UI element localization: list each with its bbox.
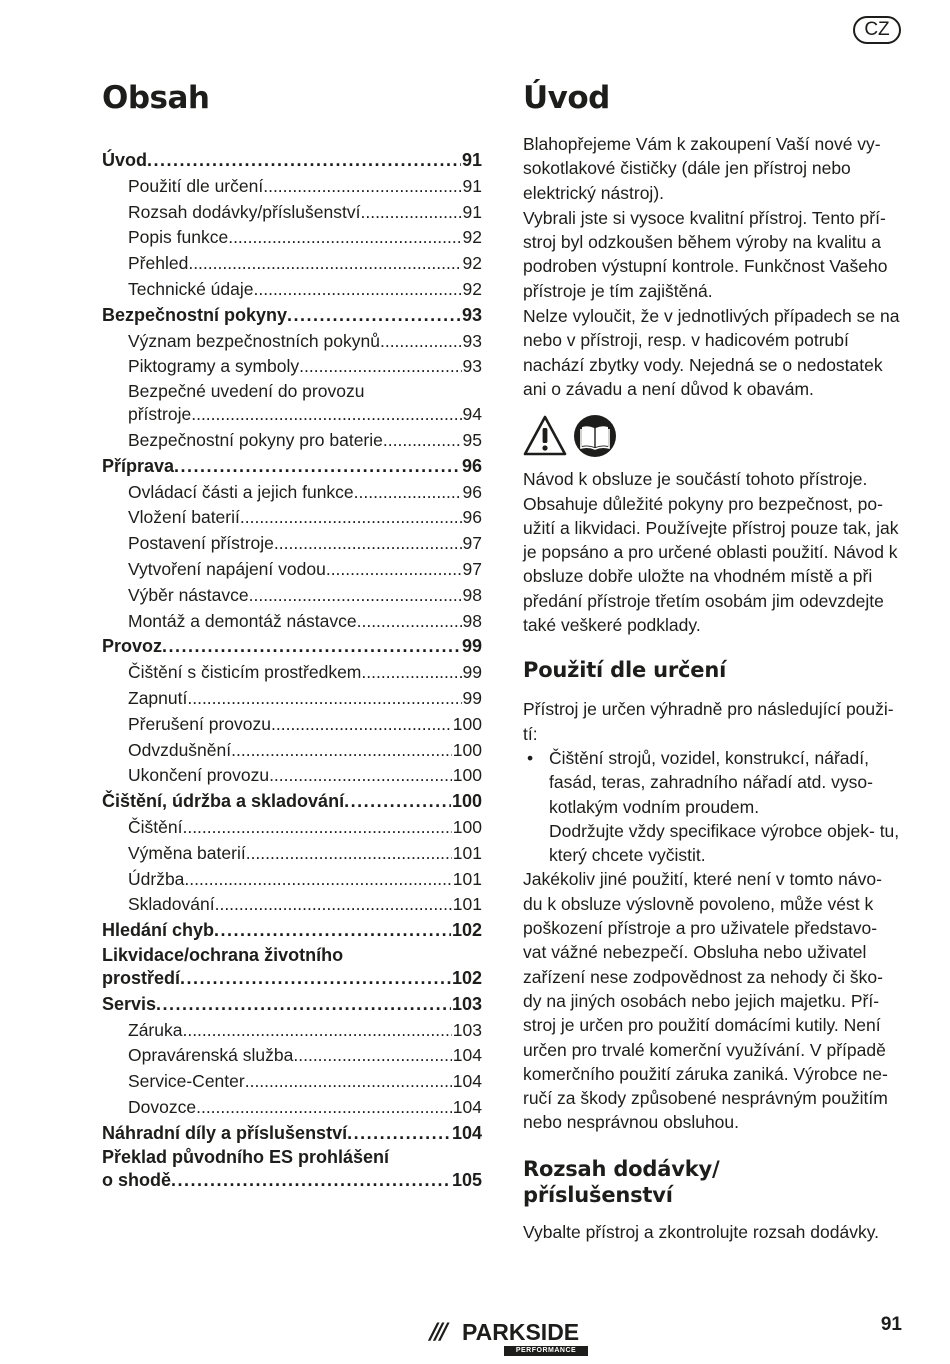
table-of-contents bbox=[102, 78, 482, 1194]
toc-section-entry bbox=[102, 918, 482, 944]
toc-entry-label: Příprava bbox=[102, 455, 175, 476]
parkside-logo bbox=[430, 1318, 590, 1358]
toc-entry-label: Odvzdušnění bbox=[128, 739, 232, 760]
toc-entry-label: Čištění, údržba a skladování bbox=[102, 791, 345, 812]
toc-entry-label-continued: prostředí bbox=[102, 967, 181, 988]
toc-subsection-entry bbox=[102, 200, 482, 226]
toc-entry-label: Výběr nástavce bbox=[128, 584, 249, 605]
toc-entry-label-continued: o shodě bbox=[102, 1170, 172, 1191]
toc-leader-dots bbox=[326, 557, 462, 583]
toc-page-number: 98 bbox=[462, 584, 482, 605]
toc-leader-dots bbox=[299, 354, 461, 380]
toc-leader-dots bbox=[293, 1043, 451, 1069]
toc-page-number: 93 bbox=[462, 356, 482, 377]
brand-subtitle: PERFORMANCE bbox=[504, 1346, 588, 1356]
toc-subsection-entry bbox=[102, 225, 482, 251]
toc-page-number: 92 bbox=[462, 278, 482, 299]
toc-leader-dots bbox=[380, 329, 462, 355]
toc-leader-dots bbox=[215, 892, 452, 918]
toc-leader-dots bbox=[347, 1121, 451, 1147]
toc-entry-label-continued: přístroje bbox=[128, 404, 192, 425]
toc-section-entry bbox=[102, 148, 482, 174]
toc-leader-dots bbox=[240, 505, 462, 531]
toc-leader-dots bbox=[246, 841, 452, 867]
bullet-marker: • bbox=[527, 747, 534, 768]
toc-page-number: 103 bbox=[452, 1019, 482, 1040]
toc-section-entry bbox=[102, 992, 482, 1018]
toc-entry-label: Montáž a demontáž nástavce bbox=[128, 610, 357, 631]
toc-subsection-entry bbox=[102, 329, 482, 355]
toc-entry-label: Dovozce bbox=[128, 1096, 197, 1117]
toc-leader-dots bbox=[187, 686, 461, 712]
toc-section-entry bbox=[102, 303, 482, 329]
toc-leader-dots bbox=[174, 454, 461, 480]
toc-section-entry bbox=[102, 1121, 482, 1147]
toc-page-number: 104 bbox=[452, 1045, 482, 1066]
toc-leader-dots bbox=[360, 200, 461, 226]
toc-entry-label: Přerušení provozu bbox=[128, 713, 271, 734]
toc-page-number: 91 bbox=[462, 175, 482, 196]
toc-entry-label: Bezpečné uvedení do provozu bbox=[128, 381, 365, 402]
toc-page-number: 102 bbox=[451, 920, 482, 941]
toc-page-number: 101 bbox=[452, 842, 482, 863]
toc-leader-dots bbox=[354, 480, 462, 506]
toc-page-number: 105 bbox=[451, 1170, 482, 1191]
toc-entry-label: Záruka bbox=[128, 1019, 183, 1040]
toc-page-number: 100 bbox=[452, 739, 482, 760]
toc-leader-dots bbox=[214, 918, 451, 944]
intro-paragraph-3: Nelze vyloučit, že v jednotlivých případech se na nebo v přístroji, resp. v hadicovém potrubí nachází zbytky vody. Nejedná se o nedostatek ani o závadu a není důvod k obavám. bbox=[523, 306, 900, 399]
toc-leader-dots bbox=[269, 763, 452, 789]
toc-subsection-entry bbox=[102, 1043, 482, 1069]
toc-entry-label: Ovládací části a jejich funkce bbox=[128, 481, 354, 502]
toc-subsection-entry bbox=[102, 380, 482, 428]
toc-entry-label: Úvod bbox=[102, 150, 147, 170]
intro-paragraph-4: Návod k obsluze je součástí tohoto přístroje. Obsahuje důležité pokyny pro bezpečnost, po- užití a likvidaci. Používejte přístroj pouze tak, jak je popsáno a pro určené oblasti použití. Návod k obsluze dobře uložte na vhodném místě a při předání přístroje třetím osobám jim odevzdejte také veškeré podklady. bbox=[523, 469, 899, 636]
toc-leader-dots bbox=[231, 738, 452, 764]
toc-subsection-entry bbox=[102, 583, 482, 609]
toc-entry-label: Service-Center bbox=[128, 1071, 245, 1092]
toc-entry-label: Bezpečnostní pokyny pro baterie bbox=[128, 429, 383, 450]
toc-leader-dots bbox=[191, 402, 461, 428]
language-badge: CZ bbox=[853, 16, 901, 44]
toc-leader-dots bbox=[182, 815, 451, 841]
toc-entry-label: Náhradní díly a příslušenství bbox=[102, 1122, 348, 1143]
toc-page-number: 102 bbox=[451, 967, 482, 988]
toc-subsection-entry bbox=[102, 892, 482, 918]
toc-subsection-entry bbox=[102, 660, 482, 686]
toc-subsection-entry bbox=[102, 531, 482, 557]
toc-leader-dots bbox=[184, 867, 451, 893]
page-number: 91 bbox=[880, 1314, 902, 1335]
toc-page-number: 103 bbox=[451, 993, 482, 1014]
toc-leader-dots bbox=[245, 1069, 452, 1095]
safety-icons bbox=[523, 413, 903, 459]
toc-leader-dots bbox=[383, 428, 462, 454]
brand-name: PARKSIDE bbox=[462, 1319, 580, 1345]
toc-leader-dots bbox=[357, 609, 462, 635]
toc-leader-dots bbox=[344, 789, 451, 815]
toc-leader-dots bbox=[147, 148, 461, 174]
toc-section-entry bbox=[102, 944, 482, 992]
toc-entry-label: Servis bbox=[102, 993, 157, 1014]
toc-entry-label: Technické údaje bbox=[128, 278, 254, 299]
toc-entry-label: Překlad původního ES prohlášení bbox=[102, 1147, 390, 1168]
intended-use-bullet bbox=[523, 746, 903, 867]
toc-entry-label: Opravárenská služba bbox=[128, 1045, 294, 1066]
toc-title: Obsah bbox=[102, 80, 210, 116]
scope-title bbox=[523, 1156, 903, 1208]
toc-section-entry bbox=[102, 634, 482, 660]
toc-leader-dots bbox=[156, 992, 451, 1018]
toc-section-entry bbox=[102, 789, 482, 815]
toc-page-number: 95 bbox=[462, 429, 482, 450]
toc-entry-label: Čištění s čisticím prostředkem bbox=[128, 662, 362, 683]
toc-leader-dots bbox=[171, 1168, 451, 1194]
toc-page-number: 93 bbox=[462, 330, 482, 351]
toc-page-number: 91 bbox=[461, 150, 482, 170]
intended-use-paragraph-2: Jakékoliv jiné použití, které není v tomto návo- du k obsluze výslovně povoleno, může vést k poškození přístroje a pro uživatele představo- vat vážné nebezpečí. Obsluha nebo uživatel zařízení nese zodpovědnost za nehody či ško- dy na jiných osobách nebo jejich majetku. Pří- stroj je určen pro použití domácími kutily. Není určen pro trvalé komerční využívání. V případě komerčního použití záruka zaniká. Výrobce ne- ručí za škody způsobené nesprávným použitím nebo nesprávnou obsluhou. bbox=[523, 869, 888, 1133]
toc-entry-label: Rozsah dodávky/příslušenství bbox=[128, 201, 361, 222]
toc-page-number: 99 bbox=[461, 636, 482, 657]
toc-entry-label: Provoz bbox=[102, 636, 163, 657]
toc-subsection-entry bbox=[102, 867, 482, 893]
toc-entry-label: Piktogramy a symboly bbox=[128, 356, 300, 377]
toc-page-number: 104 bbox=[452, 1071, 482, 1092]
toc-subsection-entry bbox=[102, 557, 482, 583]
toc-page-number: 91 bbox=[462, 201, 482, 222]
toc-page-number: 94 bbox=[462, 404, 482, 425]
bullet-text: Čištění strojů, vozidel, konstrukcí, nářadí, fasád, teras, zahradního nářadí atd. vyso- kotlakým vodním proudem. bbox=[549, 747, 873, 817]
toc-subsection-entry bbox=[102, 815, 482, 841]
intended-use-paragraph-1: Přístroj je určen výhradně pro následující použi- tí: bbox=[523, 699, 894, 744]
toc-leader-dots bbox=[180, 966, 451, 992]
toc-page-number: 101 bbox=[452, 894, 482, 915]
warning-triangle-icon bbox=[523, 414, 567, 458]
toc-section-entry bbox=[102, 1146, 482, 1194]
toc-subsection-entry bbox=[102, 1018, 482, 1044]
toc-leader-dots bbox=[249, 583, 462, 609]
toc-page-number: 100 bbox=[452, 765, 482, 786]
intro-paragraph-1: Blahopřejeme Vám k zakoupení Vaší nové vy- sokotlakové čističky (dále jen přístroj nebo elektrický nástroj). bbox=[523, 134, 881, 203]
read-manual-icon bbox=[573, 414, 617, 458]
toc-entry-label: Vložení baterií bbox=[128, 507, 240, 528]
toc-page-number: 104 bbox=[451, 1122, 482, 1143]
toc-section-entry bbox=[102, 454, 482, 480]
toc-entry-label: Hledání chyb bbox=[102, 920, 215, 941]
toc-entry-label: Skladování bbox=[128, 894, 215, 915]
toc-page-number: 99 bbox=[462, 687, 482, 708]
toc-page-number: 100 bbox=[451, 791, 482, 812]
toc-leader-dots bbox=[196, 1095, 452, 1121]
toc-subsection-entry bbox=[102, 841, 482, 867]
toc-page-number: 97 bbox=[462, 533, 482, 554]
toc-entry-label: Ukončení provozu bbox=[128, 765, 270, 786]
intended-use-title: Použití dle určení bbox=[523, 658, 727, 683]
scope-title-line-1: Rozsah dodávky/ bbox=[523, 1156, 720, 1181]
toc-subsection-entry bbox=[102, 251, 482, 277]
toc-entry-label: Likvidace/ochrana životního bbox=[102, 944, 344, 965]
toc-subsection-entry bbox=[102, 1069, 482, 1095]
bullet-note: Dodržujte vždy specifikace výrobce objek- tu, který chcete vyčistit. bbox=[549, 820, 900, 866]
toc-page-number: 101 bbox=[452, 868, 482, 889]
toc-subsection-entry bbox=[102, 354, 482, 380]
toc-subsection-entry bbox=[102, 428, 482, 454]
scope-title-line-2: příslušenství bbox=[523, 1182, 673, 1207]
toc-entry-label: Zapnutí bbox=[128, 687, 188, 708]
toc-entry-label: Přehled bbox=[128, 253, 189, 274]
toc-leader-dots bbox=[188, 251, 461, 277]
toc-leader-dots bbox=[162, 634, 461, 660]
toc-entry-label: Postavení přístroje bbox=[128, 533, 274, 554]
toc-subsection-entry bbox=[102, 174, 482, 200]
toc-page-number: 96 bbox=[462, 507, 482, 528]
toc-page-number: 96 bbox=[462, 481, 482, 502]
toc-page-number: 96 bbox=[461, 455, 482, 476]
toc-entry-label: Popis funkce bbox=[128, 227, 229, 248]
brand-slashes: /// bbox=[430, 1320, 446, 1345]
toc-page-number: 93 bbox=[461, 304, 482, 325]
toc-page-number: 97 bbox=[462, 558, 482, 579]
toc-subsection-entry bbox=[102, 763, 482, 789]
toc-leader-dots bbox=[263, 174, 461, 200]
toc-page-number: 104 bbox=[452, 1096, 482, 1117]
intro-title: Úvod bbox=[523, 80, 610, 116]
toc-leader-dots bbox=[182, 1018, 451, 1044]
toc-entry-label: Vytvoření napájení vodou bbox=[128, 558, 326, 579]
toc-leader-dots bbox=[274, 531, 462, 557]
toc-leader-dots bbox=[254, 277, 462, 303]
scope-paragraph-1: Vybalte přístroj a zkontrolujte rozsah dodávky. bbox=[523, 1221, 880, 1242]
toc-entry-label: Výměna baterií bbox=[128, 842, 246, 863]
intro-paragraph-2: Vybrali jste si vysoce kvalitní přístroj. Tento pří- stroj byl odzkoušen během výroby na kvalitu a podroben výstupní kontrole. Funkčnost Vašeho přístroje je tím zajištěná. bbox=[523, 207, 888, 301]
toc-page-number: 99 bbox=[462, 662, 482, 683]
toc-page-number: 98 bbox=[462, 610, 482, 631]
toc-subsection-entry bbox=[102, 609, 482, 635]
toc-subsection-entry bbox=[102, 712, 482, 738]
toc-leader-dots bbox=[361, 660, 461, 686]
toc-leader-dots bbox=[287, 303, 461, 329]
toc-subsection-entry bbox=[102, 480, 482, 506]
toc-entry-label: Údržba bbox=[128, 868, 185, 889]
toc-subsection-entry bbox=[102, 1095, 482, 1121]
content-column bbox=[523, 78, 903, 1244]
toc-subsection-entry bbox=[102, 277, 482, 303]
toc-entry-label: Bezpečnostní pokyny bbox=[102, 304, 288, 325]
toc-list bbox=[102, 148, 482, 1194]
toc-leader-dots bbox=[271, 712, 452, 738]
toc-page-number: 100 bbox=[452, 713, 482, 734]
toc-page-number: 100 bbox=[452, 816, 482, 837]
toc-subsection-entry bbox=[102, 686, 482, 712]
toc-subsection-entry bbox=[102, 738, 482, 764]
toc-subsection-entry bbox=[102, 505, 482, 531]
toc-page-number: 92 bbox=[462, 253, 482, 274]
toc-leader-dots bbox=[228, 225, 461, 251]
toc-page-number: 92 bbox=[462, 227, 482, 248]
toc-entry-label: Význam bezpečnostních pokynů bbox=[128, 330, 380, 351]
toc-entry-label: Použití dle určení bbox=[128, 175, 264, 196]
toc-entry-label: Čištění bbox=[128, 816, 183, 837]
